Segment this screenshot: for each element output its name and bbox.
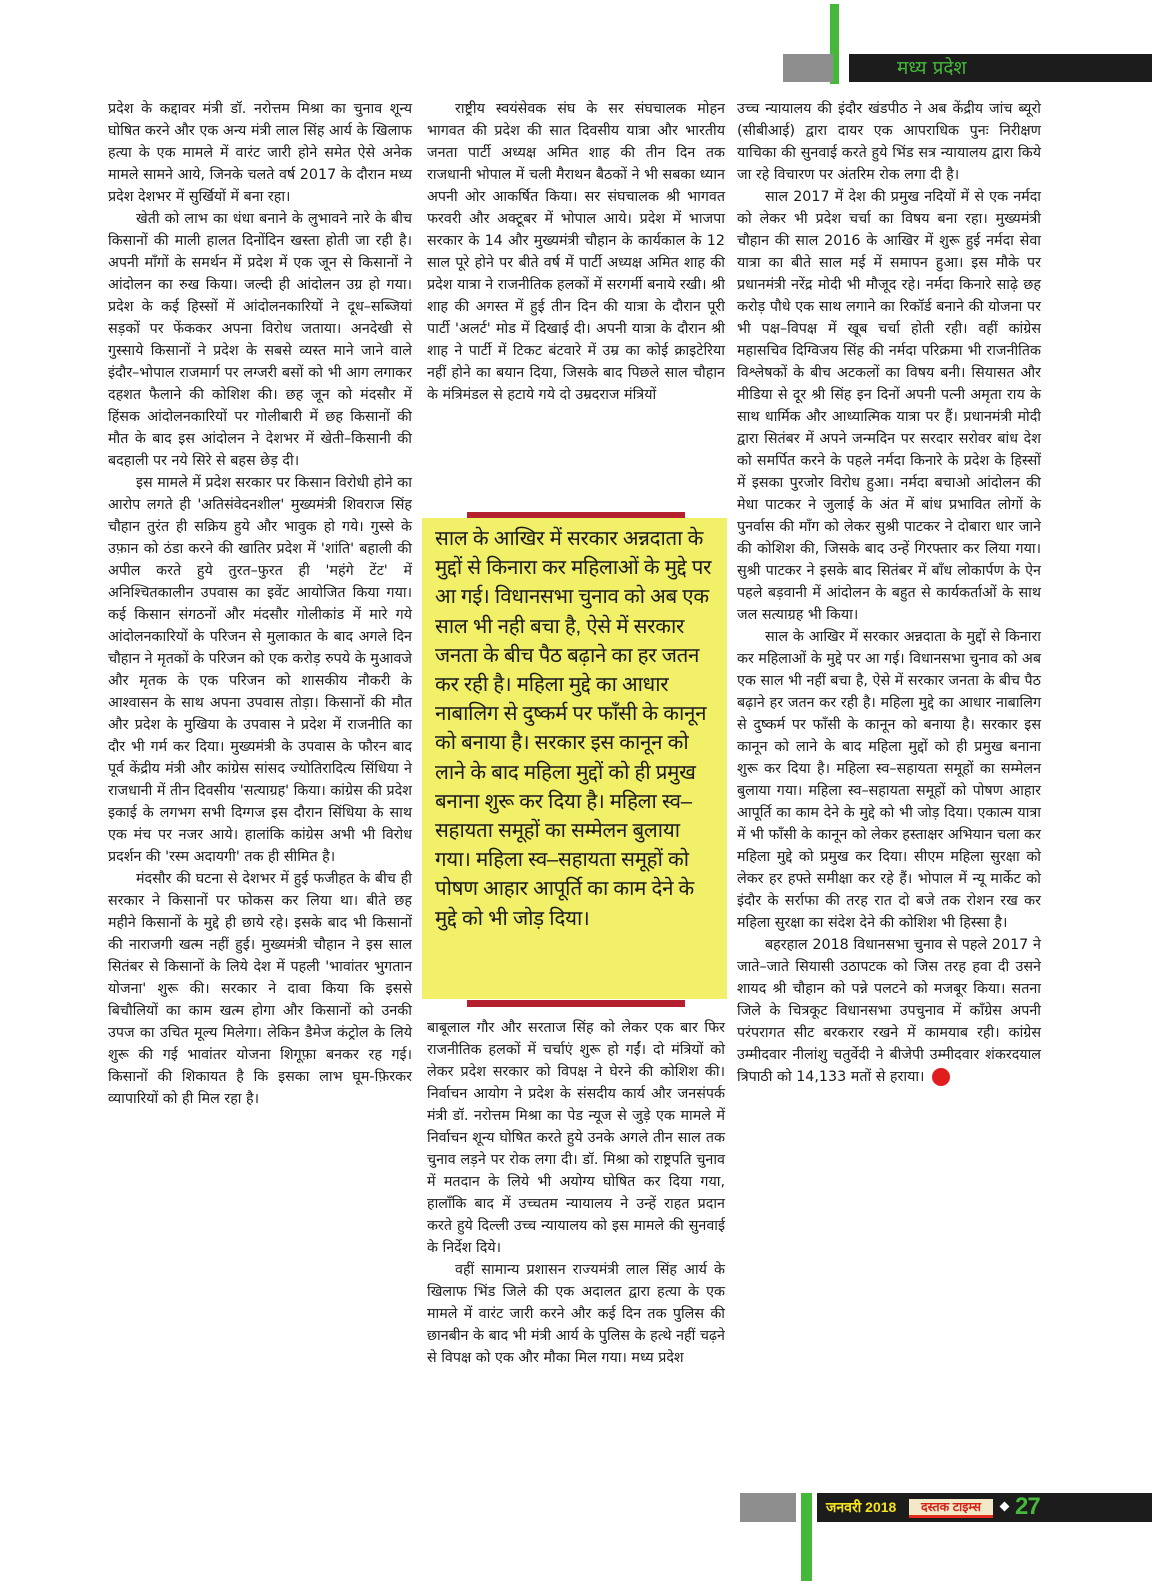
paragraph: मंदसौर की घटना से देशभर में हुई फजीहत के बीच ही सरकार ने किसानों पर फोकस कर लिया था। बीते छह महीने किसानों के मुद्दे ही छाये रहे। इसके बाद भी किसानों की नाराजगी खत्म नहीं हुई। मुख्यमंत्री चौहान ने इस साल सितंबर से किसानों के लिये देश में पहली 'भावांतर भुगतान योजना' शुरू की। सरकार ने दावा किया कि इससे बिचौलियों का काम खत्म होगा और किसानों को उनकी उपज का उचित मूल्य मिलेगा। लेकिन डैमेज कंट्रोल के लिये शुरू की गई भावांतर योजना शिगूफ़ा बनकर रह गई। किसानों की शिकायत है कि इसका लाभ घूम-फ़िरकर व्यापारियों को ही मिल रहा है। bbox=[108, 871, 412, 1107]
footer-grey-block bbox=[740, 1493, 796, 1522]
paragraph-final bbox=[737, 934, 1041, 1088]
section-title: मध्य प्रदेश bbox=[897, 57, 967, 79]
pullquote-bottom-rule bbox=[467, 1000, 685, 1007]
header-grey-block bbox=[783, 54, 833, 82]
article-column-2-top bbox=[427, 98, 725, 406]
paragraph-text: बहरहाल 2018 विधानसभा चुनाव से पहले 2017 ने जाते–जाते सियासी उठापटक को जिस तरह हवा दी उसने शायद श्री चौहान को पन्ने पलटने को मजबूर किया। सतना जिले के चित्रकूट विधानसभा उपचुनाव में कॉंग्रेस अपनी परंपरागत सीट बरकरार रखने में कामयाब रही। कांग्रेस उम्मीदवार नीलांशु चतुर्वेदी ने बीजेपी उम्मीदवार शंकरदयाल त्रिपाठी को 14,133 मतों से हराया। bbox=[737, 937, 1041, 1085]
paragraph: प्रदेश के कद्दावर मंत्री डॉ. नरोत्तम मिश्रा का चुनाव शून्य घोषित करने और एक अन्य मंत्री लाल सिंह आर्य के खिलाफ हत्या के एक मामले में वारंट जारी होने समेत ऐसे अनेक मामले सामने आये, जिनके चलते वर्ष 2017 के दौरान मध्य प्रदेश देशभर में सुर्खियों में बना रहा। bbox=[108, 101, 412, 205]
article-column-2-bottom bbox=[427, 1017, 725, 1369]
paragraph: उच्च न्यायालय की इंदौर खंडपीठ ने अब केंद्रीय जांच ब्यूरो (सीबीआई) द्वारा दायर एक आपराधिक पुनः निरीक्षण याचिका की सुनवाई करते हुये भिंड सत्र न्यायालय द्वारा किये जा रहे विचारण पर अंतरिम रोक लगा दी है। bbox=[737, 101, 1041, 183]
article-column-1 bbox=[108, 98, 412, 1110]
paragraph: इस मामले में प्रदेश सरकार पर किसान विरोधी होने का आरोप लगते ही 'अतिसंवेदनशील' मुख्यमंत्री शिवराज सिंह चौहान तुरंत ही सक्रिय हुये और भावुक हो गये। गुस्से के उफ़ान को ठंडा करने की खातिर प्रदेश में 'शांति' बहाली की अपील करते हुये तुरत–फुरत ही 'महंगे टेंट' में अनिश्चितकालीन उपवास का इवेंट आयोजित किया गया। कई किसान संगठनों और मंदसौर गोलीकांड में मारे गये आंदोलनकारियों के परिजन से मुलाकात के बाद अगले दिन चौहान ने मृतकों के परिजन को एक करोड़ रुपये के मुआवजे और मृतक के एक परिजन को शासकीय नौकरी के आश्वासन के साथ अपना उपवास तोड़ा। किसानों की मौत और प्रदेश के मुखिया के उपवास ने प्रदेश में राजनीति का दौर भी गर्म कर दिया। मुख्यमंत्री के उपवास के फौरन बाद पूर्व केंद्रीय मंत्री और कांग्रेस सांसद ज्योतिरादित्य सिंधिया ने राजधानी में तीन दिवसीय 'सत्याग्रह' किया। कांग्रेस की प्रदेश इकाई के लगभग सभी दिग्गज इस दौरान सिंधिया के साथ एक मंच पर नजर आये। हालांकि कांग्रेस अभी भी विरोध प्रदर्शन की 'रस्म अदायगी' तक ही सीमित है। bbox=[108, 475, 412, 865]
paragraph: राष्ट्रीय स्वयंसेवक संघ के सर संघचालक मोहन भागवत की प्रदेश की सात दिवसीय यात्रा और भारतीय जनता पार्टी अध्यक्ष अमित शाह की तीन दिन तक राजधानी भोपाल में चली मैराथन बैठकों ने भी सबका ध्यान अपनी ओर आकर्षित किया। सर संघचालक श्री भागवत फरवरी और अक्टूबर में भोपाल आये। प्रदेश में भाजपा सरकार के 14 और मुख्यमंत्री चौहान के कार्यकाल के 12 साल पूरे होने पर बीते वर्ष में पार्टी अध्यक्ष अमित शाह की प्रदेश यात्रा ने राजनीतिक हलकों में सरगर्मी बनाये रखी। श्री शाह की अगस्त में हुई तीन दिन की यात्रा के दौरान पूरी पार्टी 'अलर्ट' मोड में दिखाई दी। अपनी यात्रा के दौरान श्री शाह ने पार्टी में टिकट बंटवारे में उम्र का कोई क्राइटेरिया नहीं होने का बयान दिया, जिसके बाद पिछले साल चौहान के मंत्रिमंडल से हटाये गये दो उम्रदराज मंत्रियों bbox=[427, 101, 725, 403]
article-column-3 bbox=[737, 98, 1041, 1088]
issue-month: जनवरी 2018 bbox=[826, 1499, 897, 1515]
section-header-bar bbox=[849, 54, 1152, 82]
paragraph: साल के आखिर में सरकार अन्नदाता के मुद्दों से किनारा कर महिलाओं के मुद्दे पर आ गई। विधानसभा चुनाव को अब एक साल भी नहीं बचा है, ऐसे में सरकार जनता के बीच पैठ बढ़ाने हर जतन कर रही है। महिला मुद्दे का आधार नाबालिग से दुष्कर्म पर फाँसी के कानून को बनाया है। सरकार इस कानून को लाने के बाद महिला मुद्दों को ही प्रमुख बनाना शुरू कर दिया है। महिला स्व–सहायता समूहों का सम्मेलन बुलाया गया। महिला स्व–सहायता समूहों को पोषण आहार आपूर्ति का काम देने के मुद्दे को भी जोड़ दिया। एकात्म यात्रा में भी फाँसी के कानून को लेकर हस्ताक्षर अभियान चला कर महिला मुद्दे को प्रमुख कर दिया। सीएम महिला सुरक्षा को लेकर हर हफ्ते समीक्षा कर रहे हैं। भोपाल में न्यू मार्केट को इंदौर के सर्राफा की तरह रात दो बजे तक रोशन रख कर महिला सुरक्षा का संदेश देने की कोशिश भी हिस्सा है। bbox=[737, 629, 1041, 931]
end-of-article-dot-icon bbox=[932, 1068, 950, 1086]
paragraph: बाबूलाल गौर और सरताज सिंह को लेकर एक बार फिर राजनीतिक हलकों में चर्चाएं शुरू हो गईं। दो मंत्रियों को लेकर प्रदेश सरकार को विपक्ष ने घेरने की कोशिश की। निर्वाचन आयोग ने प्रदेश के संसदीय कार्य और जनसंपर्क मंत्री डॉ. नरोत्तम मिश्रा का पेड न्यूज से जुड़े एक मामले में निर्वाचन शून्य घोषित करते हुये उनके अगले तीन साल तक चुनाव लड़ने पर रोक लगा दी। डॉ. मिश्रा को राष्ट्रपति चुनाव में मतदान के लिये भी अयोग्य घोषित कर दिया गया, हालाँकि बाद में उच्चतम न्यायालय ने उन्हें राहत प्रदान करते हुये दिल्ली उच्च न्यायालय को इस मामले की सुनवाई के निर्देश दिये। bbox=[427, 1020, 725, 1256]
paragraph: साल 2017 में देश की प्रमुख नदियों में से एक नर्मदा को लेकर भी प्रदेश चर्चा का विषय बना रहा। मुख्यमंत्री चौहान की साल 2016 के आखिर में शुरू हुई नर्मदा सेवा यात्रा का बीते साल मई में समापन हुआ। इस मौके पर प्रधानमंत्री नरेंद्र मोदी भी मौजूद रहे। नर्मदा किनारे साढ़े छह करोड़ पौधे एक साथ लगाने का रिकॉर्ड बनाने की योजना पर भी पक्ष–विपक्ष में खूब चर्चा होती रही। वहीं कांग्रेस महासचिव दिग्विजय सिंह की नर्मदा परिक्रमा भी राजनीतिक विश्लेषकों के बीच अटकलों का विषय बनी। सियासत और मीडिया से दूर श्री सिंह इन दिनों अपनी पत्नी अमृता राय के साथ धार्मिक और आध्यात्मिक यात्रा पर हैं। प्रधानमंत्री मोदी द्वारा सितंबर में अपने जन्मदिन पर सरदार सरोवर बांध देश को समर्पित करने के पहले नर्मदा किनारे के प्रदेश के हिस्सों में इसका पुरजोर विरोध हुआ। नर्मदा बचाओ आंदोलन की मेधा पाटकर ने जुलाई के अंत में बांध प्रभावित लोगों के पुनर्वास की माँग को लेकर सुश्री पाटकर ने दोबारा धार जाने की कोशिश की, जिसके बाद उन्हें गिरफ्तार कर लिया गया। सुश्री पाटकर ने इसके बाद सितंबर में बाँध लोकार्पण के ऐन पहले बड़वानी में आंदोलन के बहुत से कार्यकर्ताओं के साथ जल सत्याग्रह भी किया। bbox=[737, 189, 1041, 623]
pull-quote-box bbox=[422, 518, 727, 999]
pull-quote-text: साल के आखिर में सरकार अन्नदाता के मुद्दों से किनारा कर महिलाओं के मुद्दे पर आ गई। विधानसभा चुनाव को अब एक साल भी नही बचा है, ऐसे में सरकार जनता के बीच पैठ बढ़ाने का हर जतन कर रही है। महिला मुद्दे का आधार नाबालिग से दुष्कर्म पर फाँसी के कानून को बनाया है। सरकार इस कानून को लाने के बाद महिला मुद्दों को ही प्रमुख बनाना शुरू कर दिया है। महिला स्व–सहायता समूहों का सम्मेलन बुलाया गया। महिला स्व–सहायता समूहों को पोषण आहार आपूर्ति का काम देने के मुद्दे को भी जोड़ दिया। bbox=[435, 527, 712, 930]
magazine-logo: दस्तक टाइम्स bbox=[909, 1499, 993, 1518]
page-number: 27 bbox=[1015, 1493, 1040, 1520]
paragraph: वहीं सामान्य प्रशासन राज्यमंत्री लाल सिंह आर्य के खिलाफ भिंड जिले की एक अदालत द्वारा हत्या के एक मामले में वारंट जारी करने और कई दिन तक पुलिस की छानबीन के बाद भी मंत्री आर्य के पुलिस के हत्थे नहीं चढ़ने से विपक्ष को एक और मौका मिल गया। मध्य प्रदेश bbox=[427, 1262, 725, 1366]
footer-green-accent-bar bbox=[801, 1493, 812, 1581]
paragraph: खेती को लाभ का धंधा बनाने के लुभावने नारे के बीच किसानों की माली हालत दिनोंदिन खस्ता होती जा रही है। अपनी माँगों के समर्थन में प्रदेश में एक जून से किसानों ने आंदोलन का रुख किया। जल्दी ही आंदोलन उग्र हो गया। प्रदेश के कई हिस्सों में आंदोलनकारियों ने दूध–सब्जियां सड़कों पर फेंककर अपना विरोध जताया। अनदेखी से गुस्साये किसानों ने प्रदेश के सबसे व्यस्त माने जाने वाले इंदौर–भोपाल राजमार्ग पर लग्जरी बसों को भी आग लगाकर दहशत फैलाने की कोशिश की। छह जून को मंदसौर में हिंसक आंदोलनकारियों पर गोलीबारी में छह किसानों की मौत के बाद इस आंदोलन ने देशभर में खेती–किसानी की बदहाली पर नये सिरे से बहस छेड़ दी। bbox=[108, 211, 412, 469]
